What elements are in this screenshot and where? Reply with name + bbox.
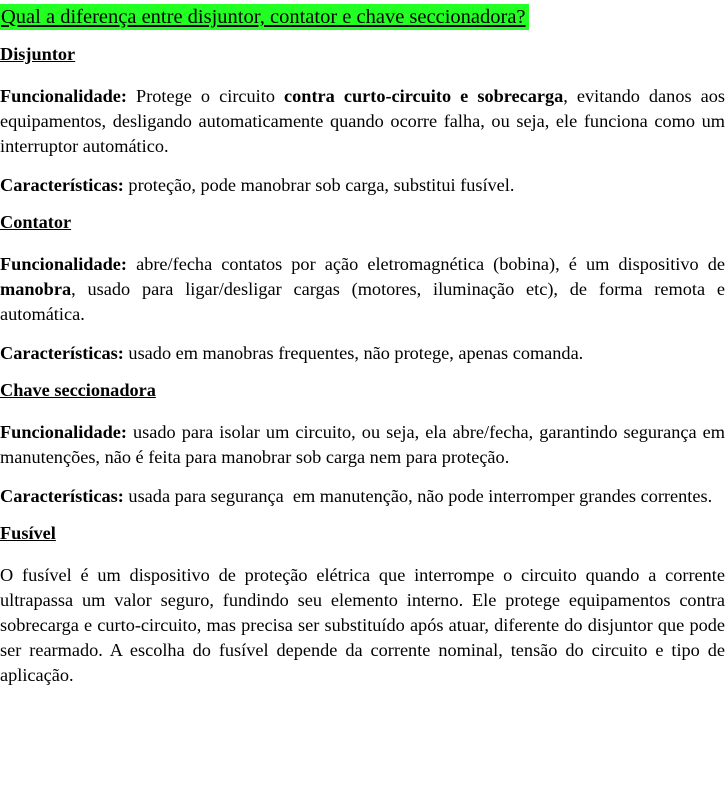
funcionalidade-text: usado para isolar um circuito, ou seja, ela abre/fecha, garantindo segurança em manutenções, não é feita para manobrar sob carga nem para proteção. — [0, 422, 725, 467]
funcionalidade-text: abre/fecha contatos por ação eletromagnética (bobina), é um dispositivo de — [126, 254, 725, 274]
caracteristicas-text: usado em manobras frequentes, não protege, apenas comanda. — [123, 343, 584, 363]
funcionalidade-text: , usado para ligar/desligar cargas (motores, iluminação etc), de forma remota e automática. — [0, 279, 725, 324]
contator-caracteristicas — [0, 341, 725, 366]
funcionalidade-bold-text: contra curto-circuito e sobrecarga — [284, 86, 564, 106]
chave-funcionalidade — [0, 420, 725, 470]
caracteristicas-text: proteção, pode manobrar sob carga, substitui fusível. — [123, 175, 515, 195]
contator-funcionalidade — [0, 252, 725, 327]
funcionalidade-text: Protege o circuito — [126, 86, 285, 106]
caracteristicas-text: usada para segurança em manutenção, não pode interromper grandes correntes. — [123, 486, 713, 506]
section-chave-seccionadora — [0, 378, 725, 509]
caracteristicas-label: Características: — [0, 343, 124, 363]
funcionalidade-bold-text: manobra — [0, 279, 72, 299]
caracteristicas-label: Características: — [0, 175, 124, 195]
caracteristicas-label: Características: — [0, 486, 124, 506]
disjuntor-funcionalidade — [0, 84, 725, 159]
title-row — [0, 4, 725, 30]
page-title: Qual a diferença entre disjuntor, contator e chave seccionadora? — [0, 4, 529, 30]
section-contator — [0, 210, 725, 366]
section-heading-contator: Contator — [0, 212, 72, 232]
fusivel-paragraph: O fusível é um dispositivo de proteção elétrica que interrompe o circuito quando a corrente ultrapassa um valor seguro, fundindo seu elemento interno. Ele protege equipamentos contra sobrecarga e curto-circuito, mas precisa ser substituído após atuar, diferente do disjuntor que pode ser rearmado. A escolha do fusível depende da corrente nominal, tensão do circuito e tipo de aplicação. — [0, 565, 725, 685]
section-fusivel — [0, 521, 725, 688]
section-heading-disjuntor: Disjuntor — [0, 44, 76, 64]
funcionalidade-text: , evitando danos aos equipamentos, desligando automaticamente quando ocorre falha, ou seja, ele funciona como um interruptor automático. — [0, 86, 725, 156]
funcionalidade-label: Funcionalidade: — [0, 254, 127, 274]
chave-caracteristicas — [0, 484, 725, 509]
disjuntor-caracteristicas — [0, 173, 725, 198]
funcionalidade-label: Funcionalidade: — [0, 422, 127, 442]
section-heading-chave-seccionadora: Chave seccionadora — [0, 380, 156, 400]
section-disjuntor — [0, 42, 725, 198]
funcionalidade-label: Funcionalidade: — [0, 86, 127, 106]
section-heading-fusivel: Fusível — [0, 523, 56, 543]
